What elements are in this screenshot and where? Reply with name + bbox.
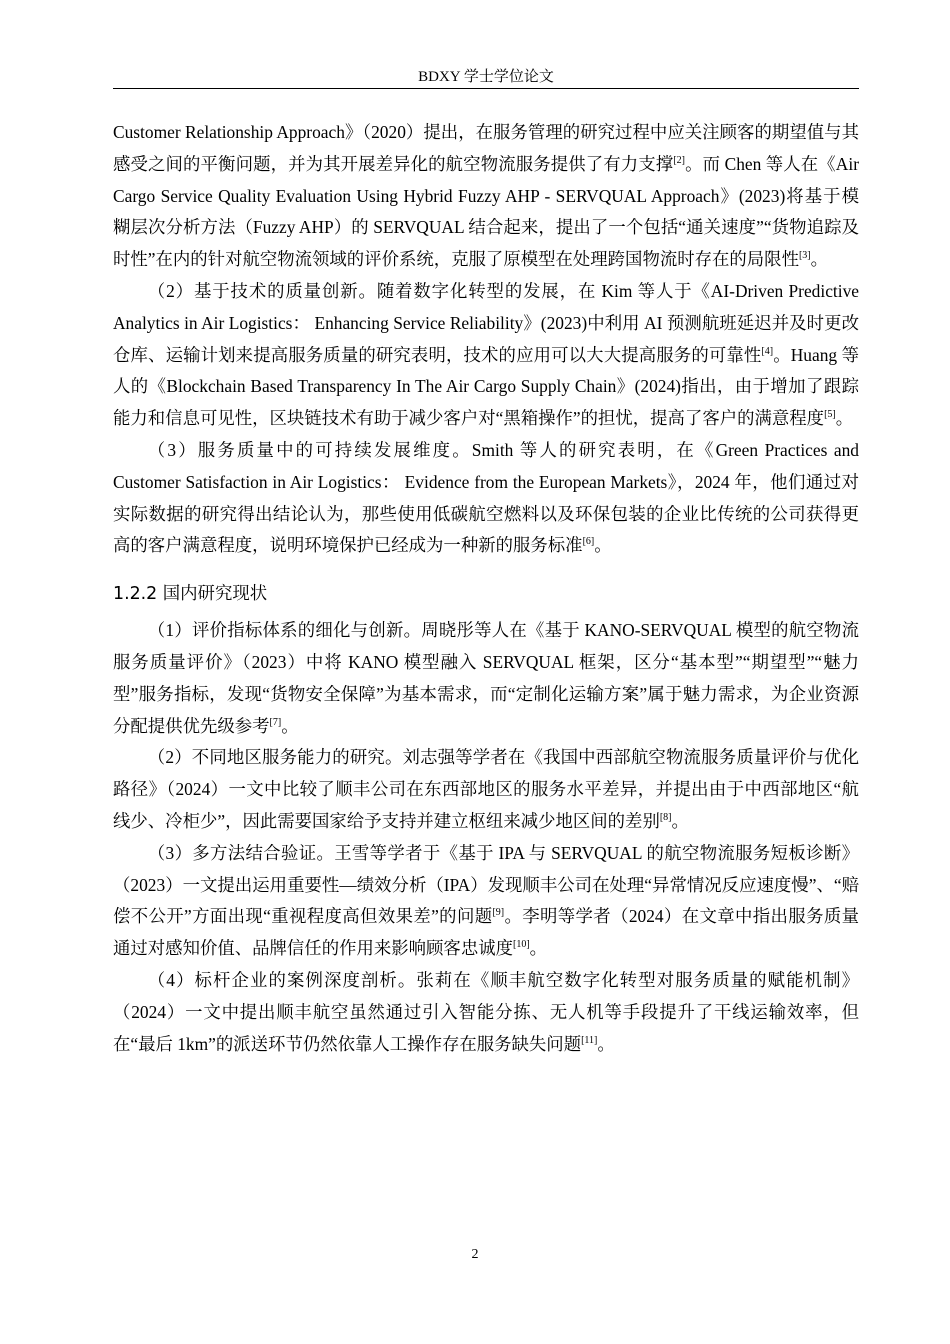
- citation: [3]: [798, 250, 811, 262]
- page-number: 2: [471, 1247, 479, 1262]
- citation: [6]: [582, 536, 595, 548]
- citation: [9]: [492, 907, 505, 919]
- paragraph-3: （3）服务质量中的可持续发展维度。Smith 等人的研究表明，在《Green Practices and Customer Satisfaction in Air Logistics： Evidence from the European Markets》，2024 年，他们通过对实际数据的研究得出结论认为，那些使用低碳航空燃料以及环保包装的企业比传统的公司获得更高的客户满意程度，说明环境保护已经成为一种新的服务标准[6]。: [113, 439, 859, 556]
- citation: [8]: [659, 812, 672, 824]
- citation: [4]: [761, 345, 774, 357]
- citation: [11]: [581, 1034, 598, 1046]
- paragraph-4: （1）评价指标体系的细化与创新。周晓彤等人在《基于 KANO-SERVQUAL 模型的航空物流服务质量评价》（2023）中将 KANO 模型融入 SERVQUAL 框架，区分“基本型”“期望型”“魅力型”服务指标，发现“货物安全保障”为基本需求，而“定制化运输方案”属于魅力需求，为企业资源分配提供优先级参考[7]。: [113, 620, 859, 736]
- citation: [7]: [269, 716, 282, 728]
- document-body: [113, 117, 859, 1060]
- citation: [5]: [824, 409, 836, 421]
- page-header: BDXY 学士学位论文: [418, 69, 554, 85]
- citation: [2]: [673, 155, 685, 166]
- paragraph-2: （2）基于技术的质量创新。随着数字化转型的发展，在 Kim 等人于《AI-Driven Predictive Analytics in Air Logistics： Enhancing Service Reliability》(2023)中利用 AI 预测航班延迟并及时更改仓库、运输计划来提高服务质量的研究表明，技术的应用可以大大提高服务的可靠性[4]。Huang 等人的《Blockchain Based Transparency In The Air Cargo Supply Chain》(2024)指出，由于增加了跟踪能力和信息可见性，区块链技术有助于减少客户对“黑箱操作”的担忧，提高了客户的满意程度[5]。: [113, 280, 859, 429]
- paragraph-6: （3）多方法结合验证。王雪等学者于《基于 IPA 与 SERVQUAL 的航空物流服务短板诊断》（2023）一文提出运用重要性—绩效分析（IPA）发现顺丰公司在处理“异常情况反应速度慢”、“赔偿不公开”方面出现“重视程度高但效果差”的问题[9]。李明等学者（2024）在文章中指出服务质量通过对感知价值、品牌信任的作用来影响顾客忠诚度[10]。: [113, 842, 859, 959]
- paragraph-5: （2）不同地区服务能力的研究。刘志强等学者在《我国中西部航空物流服务质量评价与优化路径》（2024）一文中比较了顺丰公司在东西部地区的服务水平差异，并提出由于中西部地区“航线少、冷柜少”，因此需要国家给予支持并建立枢纽来减少地区间的差别[8]。: [113, 747, 859, 831]
- section-heading: 1.2.2 国内研究现状: [113, 584, 268, 605]
- paragraph-1: Customer Relationship Approach》（2020）提出，在服务管理的研究过程中应关注顾客的期望值与其感受之间的平衡问题，并为其开展差异化的航空物流服务提供了有力支撑[2]。而 Chen 等人在《Air Cargo Service Quality Evaluation Using Hybrid Fuzzy AHP - SERVQUAL Approach》(2023)将基于模糊层次分析方法（Fuzzy AHP）的 SERVQUAL 结合起来，提出了一个包括“通关速度”“货物追踪及时性”在内的针对航空物流领域的评价系统，克服了原模型在处理跨国物流时存在的局限性[3]。: [113, 122, 859, 270]
- header-rule: [113, 88, 859, 89]
- paragraph-7: （4）标杆企业的案例深度剖析。张莉在《顺丰航空数字化转型对服务质量的赋能机制》（2024）一文中提出顺丰航空虽然通过引入智能分拣、无人机等手段提升了干线运输效率，但在“最后 1km”的派送环节仍然依靠人工操作存在服务缺失问题[11]。: [113, 969, 859, 1054]
- citation: [10]: [513, 939, 530, 951]
